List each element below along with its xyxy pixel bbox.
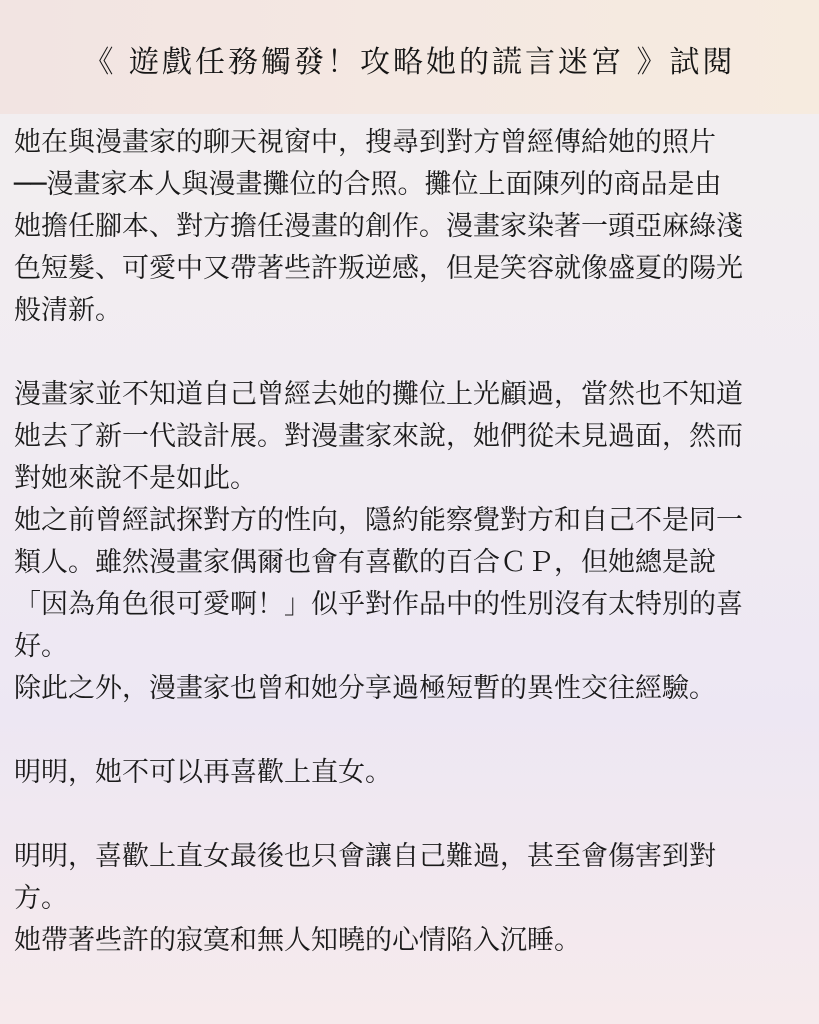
text-line: 明明，她不可以再喜歡上直女。	[14, 757, 392, 788]
text-line: 明明，喜歡上直女最後也只會讓自己難過，甚至會傷害到對	[14, 841, 716, 872]
text-line: 類人。雖然漫畫家偶爾也會有喜歡的百合ＣＰ，但她總是說	[14, 547, 716, 578]
page-title: 《 遊戲任務觸發！攻略她的謊言迷宮 》試閱	[83, 45, 736, 80]
text-line: 除此之外，漫畫家也曾和她分享過極短暫的異性交往經驗。	[14, 673, 716, 704]
text-line: 她在與漫畫家的聊天視窗中，搜尋到對方曾經傳給她的照片	[14, 127, 716, 158]
title-banner	[0, 0, 819, 114]
text-line: 好。	[14, 631, 68, 662]
text-line: 漫畫家並不知道自己曾經去她的攤位上光顧過，當然也不知道	[14, 379, 743, 410]
text-line: 她之前曾經試探對方的性向，隱約能察覺對方和自己不是同一	[14, 505, 743, 536]
paragraph-gap	[14, 710, 809, 752]
excerpt-body	[14, 122, 809, 962]
text-line: 色短髮、可愛中又帶著些許叛逆感，但是笑容就像盛夏的陽光	[14, 253, 743, 284]
paragraph-gap	[14, 794, 809, 836]
text-line: 對她來說不是如此。	[14, 463, 257, 494]
paragraph-gap	[14, 332, 809, 374]
text-line: 她擔任腳本、對方擔任漫畫的創作。漫畫家染著一頭亞麻綠淺	[14, 211, 743, 242]
text-line: 般清新。	[14, 295, 122, 326]
text-line: 她帶著些許的寂寞和無人知曉的心情陷入沉睡。	[14, 925, 581, 956]
text-line: 「因為角色很可愛啊！」似乎對作品中的性別沒有太特別的喜	[14, 589, 743, 620]
text-line: ──漫畫家本人與漫畫攤位的合照。攤位上面陳列的商品是由	[14, 169, 722, 200]
text-line: 方。	[14, 883, 68, 914]
text-line: 她去了新一代設計展。對漫畫家來說，她們從未見過面，然而	[14, 421, 743, 452]
